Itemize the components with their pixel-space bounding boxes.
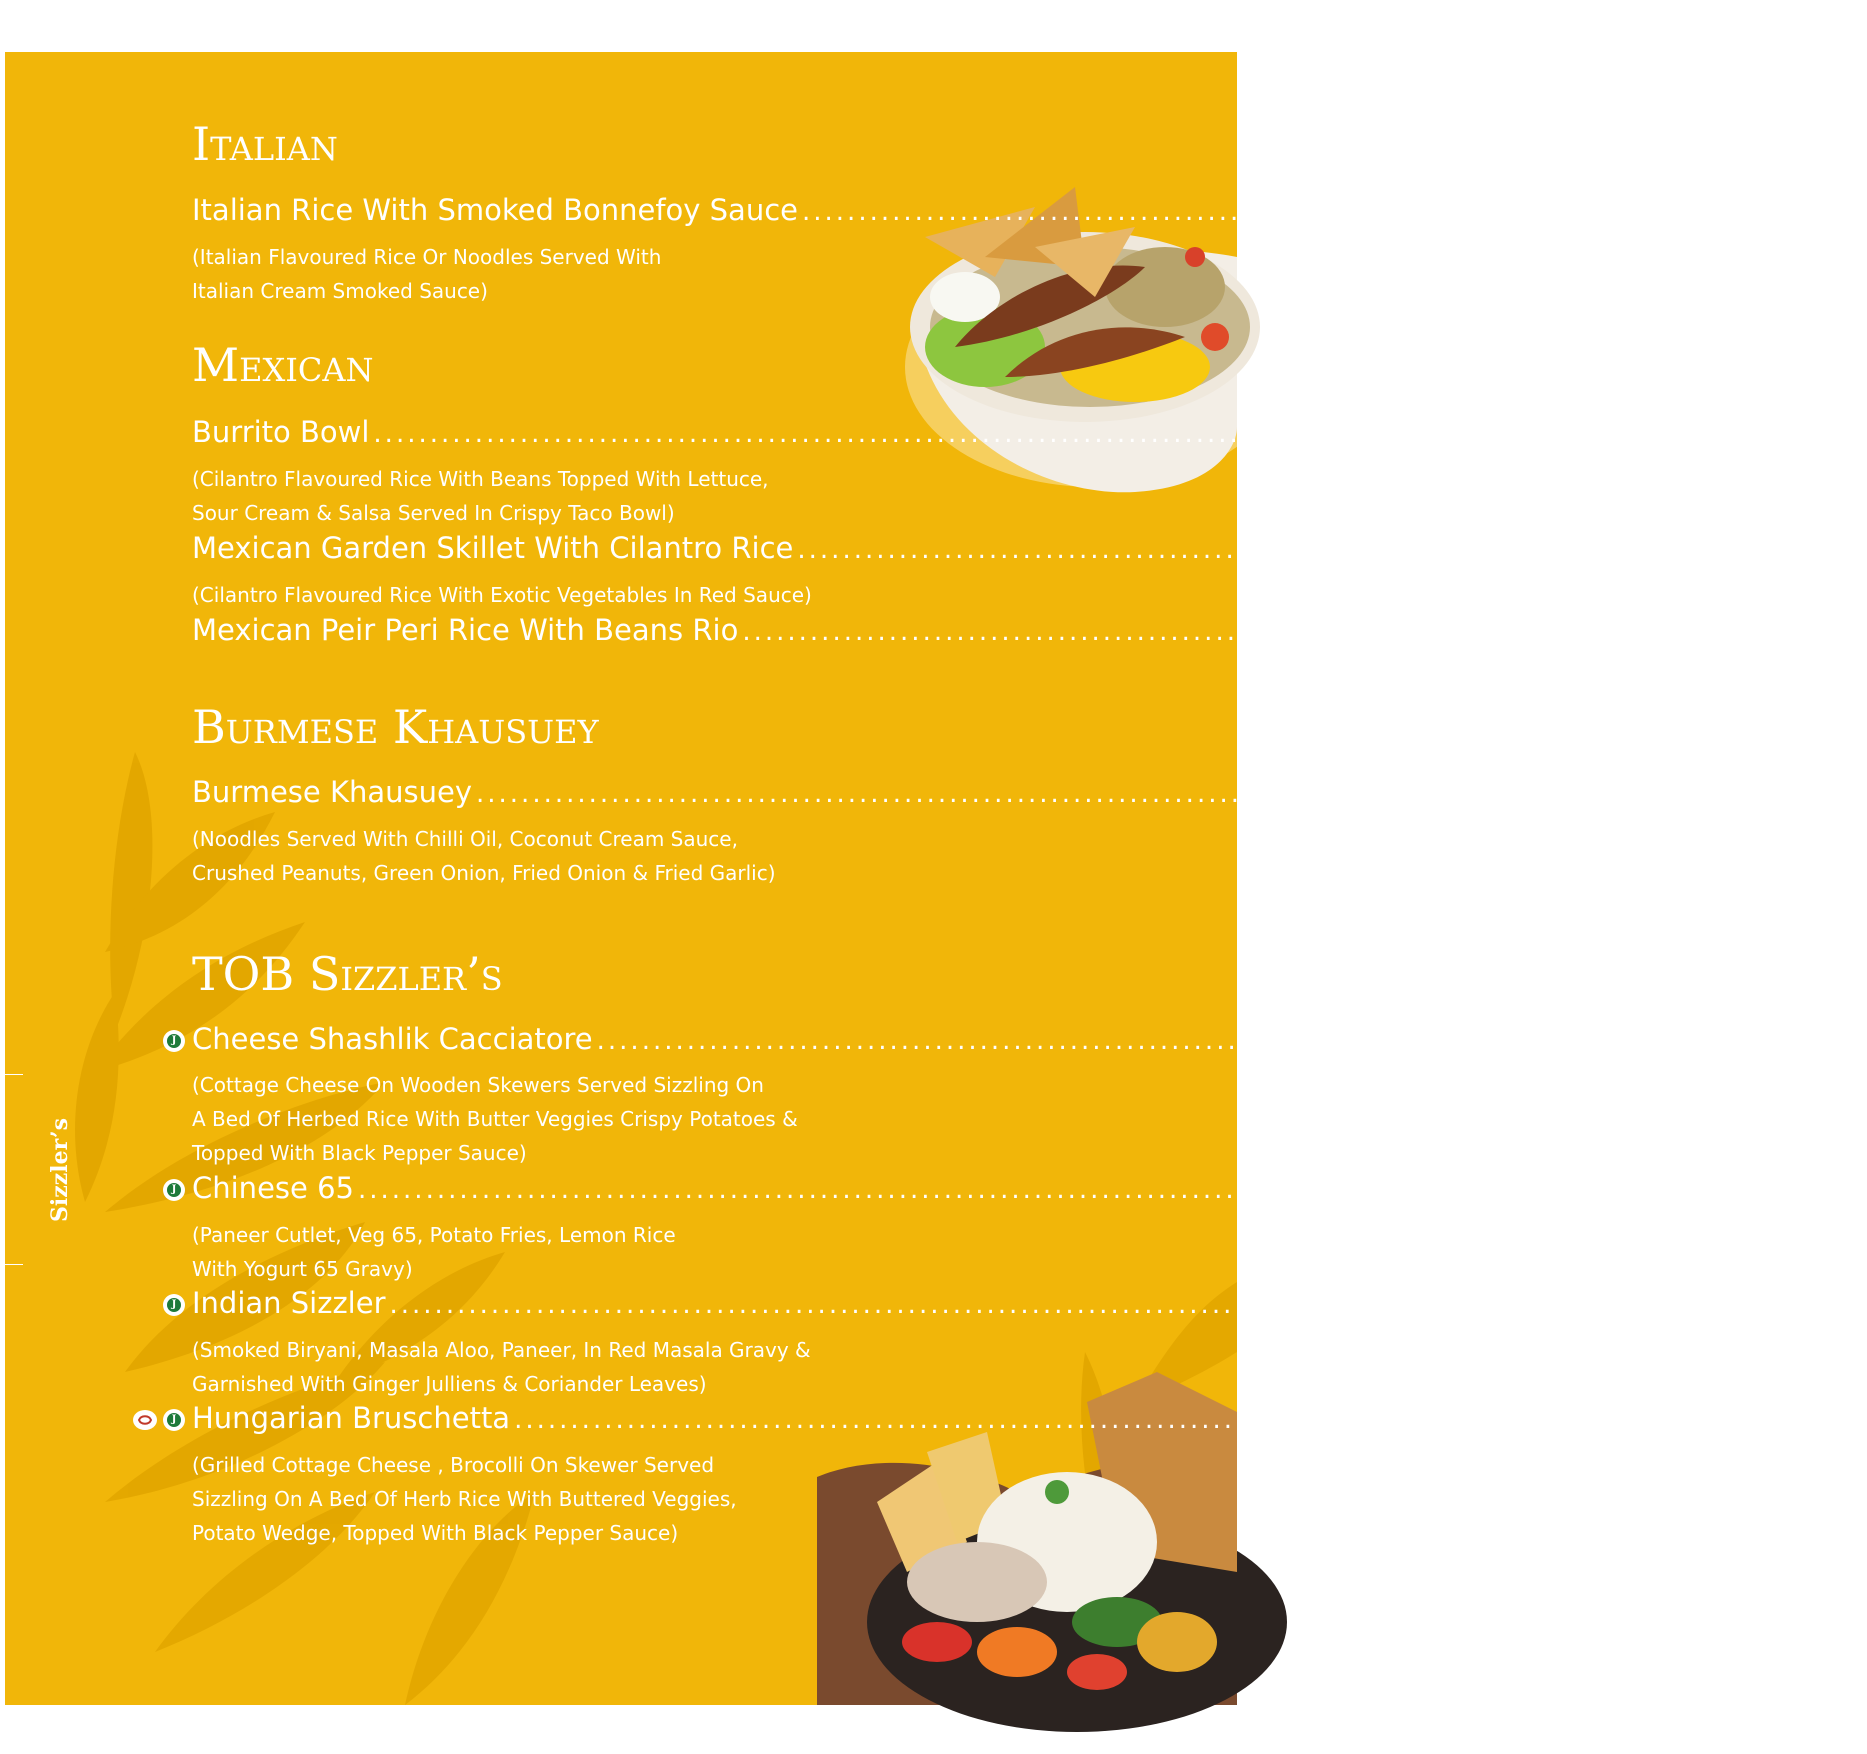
item-price: 310/- bbox=[1781, 531, 1863, 565]
desc-line: (Paneer Cutlet, Veg 65, Potato Fries, Lemon Rice bbox=[192, 1223, 676, 1247]
menu-item bbox=[192, 1171, 1423, 1211]
menu-item bbox=[192, 415, 1439, 455]
item-description bbox=[192, 822, 872, 890]
desc-line: Sour Cream & Salsa Served In Crispy Taco Bowl) bbox=[192, 501, 675, 525]
jain-veg-icon: J bbox=[163, 1179, 185, 1201]
spicy-icon bbox=[133, 1410, 157, 1430]
menu-item bbox=[192, 613, 1807, 653]
desc-line: Crushed Peanuts, Green Onion, Fried Onion & Fried Garlic) bbox=[192, 861, 776, 885]
section-title-italian: Italian bbox=[192, 117, 338, 171]
dot-leader: ....................................................................................... bbox=[373, 419, 1354, 449]
item-description bbox=[192, 1448, 872, 1550]
desc-line: (Cottage Cheese On Wooden Skewers Served Sizzling On bbox=[192, 1073, 764, 1097]
item-name: Hungarian Bruschetta bbox=[192, 1401, 511, 1435]
dot-leader: ....................................................................................... bbox=[802, 197, 1783, 227]
item-price: 360/- bbox=[1460, 775, 1541, 809]
item-price: 310/- bbox=[1726, 613, 1807, 647]
jain-veg-icon: J bbox=[163, 1409, 185, 1431]
section-title-mexican: Mexican bbox=[192, 338, 374, 392]
menu-item bbox=[192, 531, 1863, 571]
desc-line: (Cilantro Flavoured Rice With Exotic Vegetables In Red Sauce) bbox=[192, 583, 812, 607]
side-tab bbox=[40, 1080, 80, 1260]
jain-veg-icon: J bbox=[163, 1030, 185, 1052]
desc-line: With Yogurt 65 Gravy) bbox=[192, 1257, 413, 1281]
menu-item bbox=[192, 1286, 1455, 1326]
item-name: Italian Rice With Smoked Bonnefoy Sauce bbox=[192, 193, 798, 227]
dot-leader: ....................................................................................... bbox=[742, 617, 1723, 647]
dot-leader: ....................................................................................... bbox=[357, 1175, 1339, 1205]
dot-leader: ....................................................................................... bbox=[389, 1290, 1370, 1320]
dot-leader: ....................................................................................... bbox=[514, 1405, 1495, 1435]
menu-item bbox=[192, 1022, 1662, 1062]
desc-line: Potato Wedge, Topped With Black Pepper Sauce) bbox=[192, 1521, 679, 1545]
desc-line: Topped With Black Pepper Sauce) bbox=[192, 1141, 527, 1165]
desc-line: (Cilantro Flavoured Rice With Beans Topped With Lettuce, bbox=[192, 467, 769, 491]
item-description bbox=[192, 1218, 872, 1286]
desc-line: A Bed Of Herbed Rice With Butter Veggies Crispy Potatoes & bbox=[192, 1107, 798, 1131]
desc-line: Sizzling On A Bed Of Herb Rice With Buttered Veggies, bbox=[192, 1487, 737, 1511]
desc-line: (Noodles Served With Chilli Oil, Coconut Cream Sauce, bbox=[192, 827, 738, 851]
item-name: Mexican Garden Skillet With Cilantro Rice bbox=[192, 531, 794, 565]
item-description bbox=[192, 462, 872, 530]
item-price: 425/- bbox=[1498, 1401, 1579, 1435]
menu-page bbox=[5, 52, 1867, 1705]
item-description bbox=[192, 1068, 912, 1170]
desc-line: Garnished With Ginger Julliens & Coriander Leaves) bbox=[192, 1372, 707, 1396]
dot-leader: ....................................................................................... bbox=[797, 535, 1778, 565]
item-name: Cheese Shashlik Cacciatore bbox=[192, 1022, 593, 1056]
item-price: 290/- bbox=[1357, 415, 1439, 449]
side-tab-bottom-line bbox=[5, 1264, 23, 1265]
item-description bbox=[192, 578, 912, 612]
jain-veg-icon: J bbox=[163, 1294, 185, 1316]
item-name: Chinese 65 bbox=[192, 1171, 354, 1205]
item-description bbox=[192, 1333, 912, 1401]
side-tab-label: Sizzler’s bbox=[47, 1117, 73, 1223]
item-description bbox=[192, 240, 872, 308]
desc-line: Italian Cream Smoked Sauce) bbox=[192, 279, 488, 303]
side-tab-top-line bbox=[5, 1074, 23, 1075]
item-price: 425/- bbox=[1342, 1171, 1423, 1205]
item-price: 425/- bbox=[1373, 1286, 1455, 1320]
dot-leader: ....................................................................................... bbox=[476, 779, 1457, 809]
desc-line: (Italian Flavoured Rice Or Noodles Served With bbox=[192, 245, 662, 269]
item-name: Mexican Peir Peri Rice With Beans Rio bbox=[192, 613, 739, 647]
item-name: Burmese Khausuey bbox=[192, 775, 472, 809]
section-title-sizzlers: TOB Sizzler’s bbox=[192, 947, 503, 1001]
menu-item bbox=[192, 775, 1541, 815]
dot-leader: ....................................................................................... bbox=[596, 1026, 1577, 1056]
menu-item bbox=[192, 1401, 1579, 1441]
item-price: 300/- bbox=[1786, 193, 1867, 227]
menu-item bbox=[192, 193, 1867, 233]
desc-line: (Smoked Biryani, Masala Aloo, Paneer, In Red Masala Gravy & bbox=[192, 1338, 811, 1362]
item-name: Indian Sizzler bbox=[192, 1286, 386, 1320]
item-price: 475/- bbox=[1580, 1022, 1662, 1056]
desc-line: (Grilled Cottage Cheese , Brocolli On Skewer Served bbox=[192, 1453, 715, 1477]
section-title-burmese: Burmese Khausuey bbox=[192, 700, 599, 754]
item-name: Burrito Bowl bbox=[192, 415, 370, 449]
